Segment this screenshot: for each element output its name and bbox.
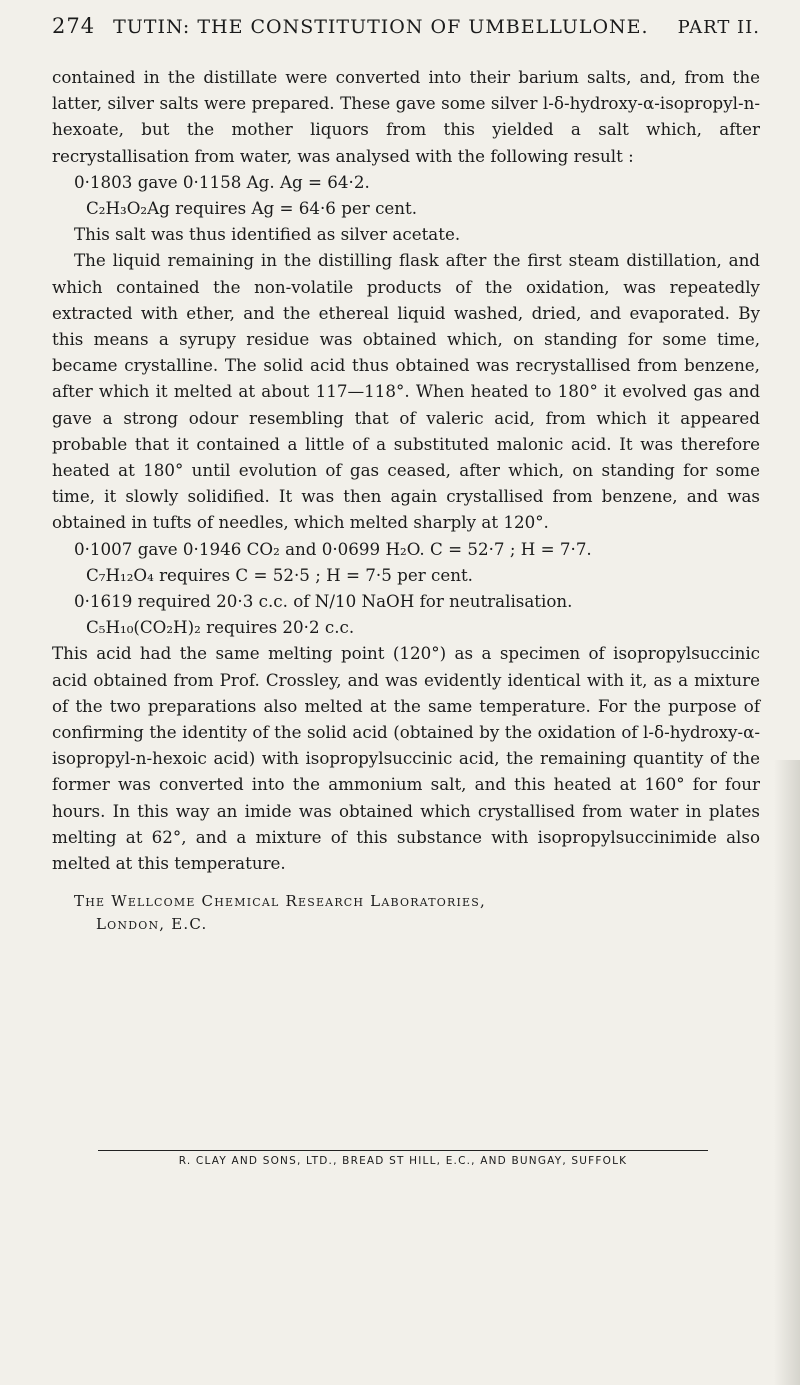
laboratory-name: The Wellcome Chemical Research Laboratories,	[74, 892, 486, 911]
analysis-silver-required: C₂H₃O₂Ag requires Ag = 64·6 per cent.	[86, 198, 418, 219]
page-number: 274	[52, 14, 96, 38]
part-label: PART II.	[677, 17, 760, 38]
paragraph-non-volatile-products: The liquid remaining in the distilling flask after the first steam distillation, and which contained the non-volatile products of the oxidation, was repeatedly extracted with ether, and the ethereal liquid washed, dried, and evaporated. By this means a syrupy residue was obtained which, on standing for some time, became crystalline. The solid acid thus obtained was recrystallised from benzene, after which it melted at about 117—118°. When heated to 180° it evolved gas and gave a strong odour resembling that of valeric acid, from which it appeared probable that it contained a little of a substituted malonic acid. It was therefore heated at 180° until evolution of gas ceased, after which, on standing for some time, it slowly solidified. It was then again crystallised from benzene, and was obtained in tufts of needles, which melted sharply at 120°.	[52, 250, 760, 533]
paragraph-distillate: contained in the distillate were converted into their barium salts, and, from the latter, silver salts were prepared. These gave some silver l-δ-hydroxy-α-isopropyl-n-hexoate, but the mother liquors from this yielded a salt which, after recrystallisation from water, was analysed with the following result :	[52, 67, 760, 166]
running-header	[52, 14, 760, 38]
analysis-combustion-required: C₇H₁₂O₄ requires C = 52·5 ; H = 7·5 per cent.	[86, 564, 473, 585]
page-edge-shadow	[774, 760, 800, 1385]
analysis-silver-found: 0·1803 gave 0·1158 Ag. Ag = 64·2.	[74, 171, 370, 192]
affiliation	[52, 890, 760, 936]
laboratory-city: London, E.C.	[96, 915, 208, 934]
paragraph-isopropylsuccinic-acid: This acid had the same melting point (120°) as a specimen of isopropylsuccinic acid obtained from Prof. Crossley, and was evidently identical with it, as a mixture of the two preparations also melted at the same temperature. For the purpose of confirming the identity of the solid acid (obtained by the oxidation of l-δ-hydroxy-α-isopropyl-n-hexoic acid) with isopropylsuccinic acid, the remaining quantity of the former was converted into the ammonium salt, and this heated at 160° for four hours. In this way an imide was obtained which crystallised from water in plates melting at 62°, and a mixture of this substance with isopropylsuccinimide also melted at this temperature.	[52, 643, 760, 874]
analysis-titration-required: C₅H₁₀(CO₂H)₂ requires 20·2 c.c.	[86, 617, 355, 638]
printer-imprint: R. CLAY AND SONS, LTD., BREAD ST HILL, E.C., AND BUNGAY, SUFFOLK	[98, 1150, 708, 1167]
running-title: TUTIN: THE CONSTITUTION OF UMBELLULONE.	[113, 16, 649, 38]
analysis-titration-found: 0·1619 required 20·3 c.c. of N/10 NaOH for neutralisation.	[74, 591, 573, 612]
silver-acetate-identification: This salt was thus identified as silver acetate.	[74, 224, 461, 245]
journal-page	[52, 14, 760, 936]
analysis-combustion-found: 0·1007 gave 0·1946 CO₂ and 0·0699 H₂O. C = 52·7 ; H = 7·7.	[74, 538, 592, 559]
